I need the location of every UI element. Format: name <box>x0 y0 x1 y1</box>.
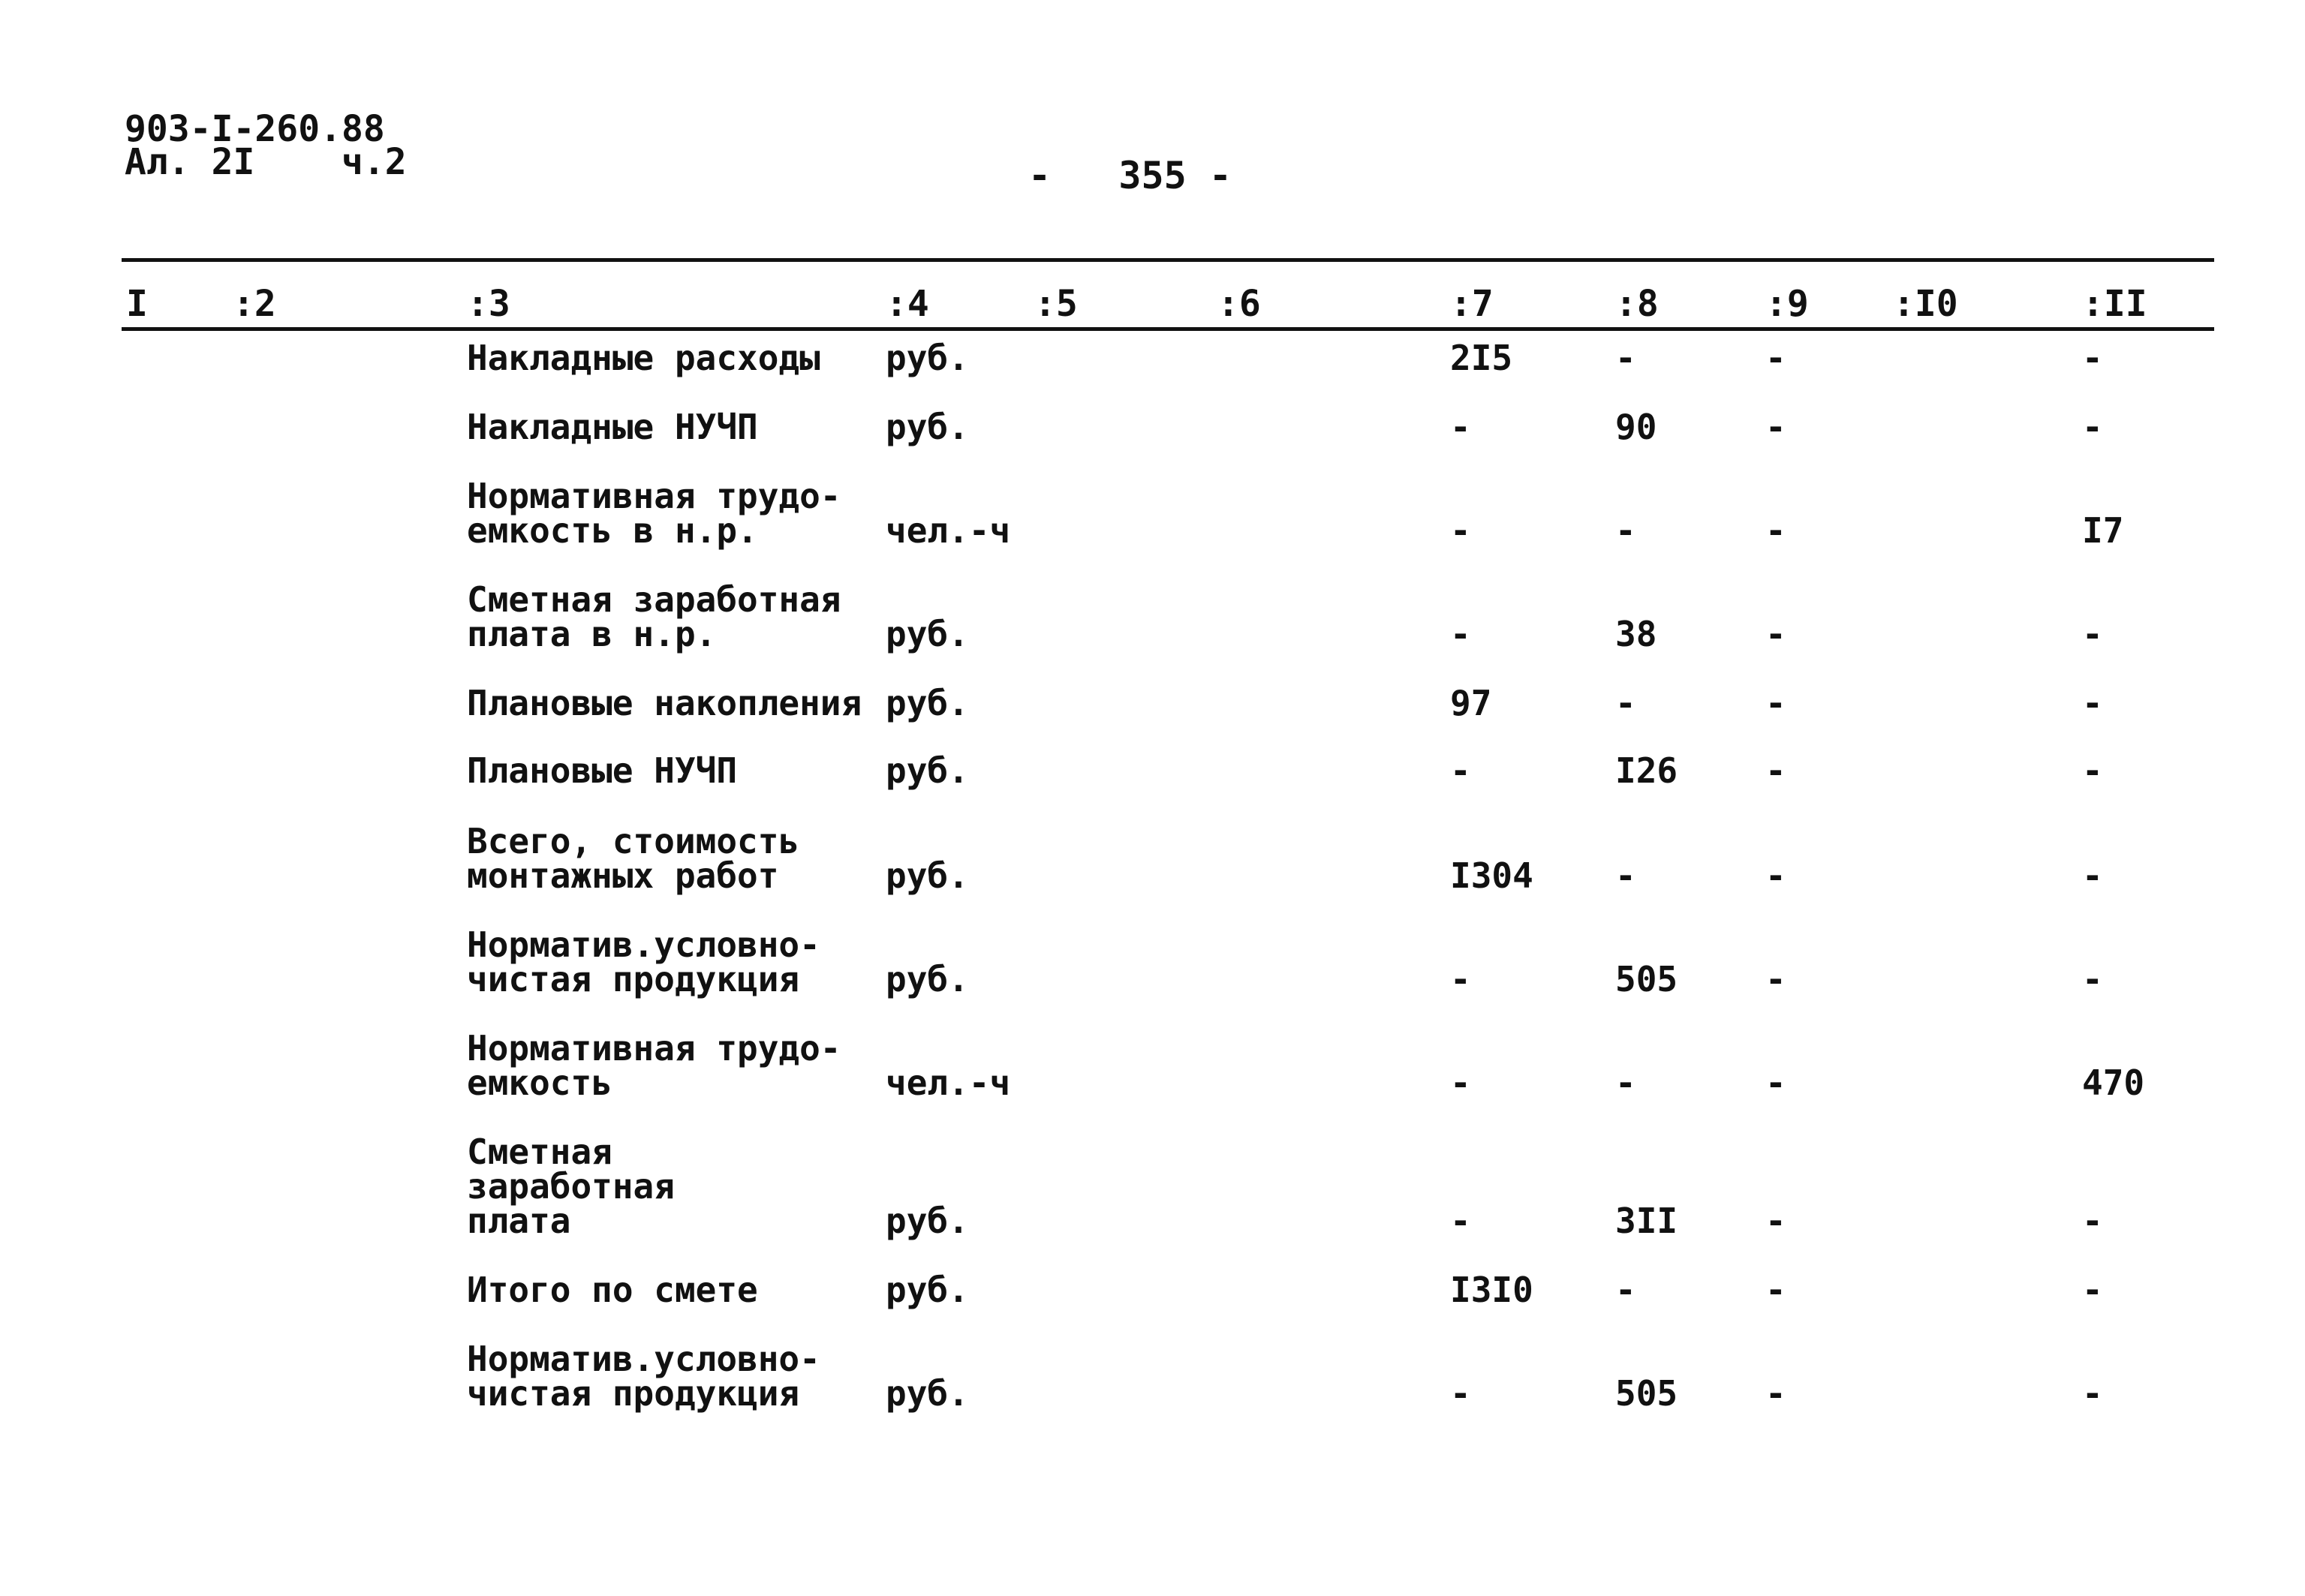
row-name-line: плата <box>467 1201 571 1241</box>
column-header-1: I <box>126 283 148 325</box>
row-unit: руб. <box>886 614 969 654</box>
column-header-4: :4 <box>886 283 929 325</box>
row-value-c8: I26 <box>1615 750 1678 791</box>
row-value-c9: - <box>1765 510 1786 551</box>
row-value-c7: I304 <box>1450 855 1533 896</box>
row-value-c11: - <box>2082 1270 2103 1310</box>
row-name-line: Нормативная трудо- <box>467 476 841 516</box>
row-value-c9: - <box>1765 1373 1786 1414</box>
row-value-c11: - <box>2082 614 2103 654</box>
row-name-line: чистая продукция <box>467 1373 800 1414</box>
column-header-5: :5 <box>1034 283 1078 325</box>
row-unit: руб. <box>886 1201 969 1241</box>
document-code <box>125 108 407 183</box>
row-name-line: плата в н.р. <box>467 614 717 654</box>
row-value-c8: - <box>1615 1270 1636 1310</box>
row-name-line: емкость <box>467 1062 612 1103</box>
row-value-c8: 505 <box>1615 1373 1678 1414</box>
row-name-line: Плановые накопления <box>467 683 862 723</box>
row-value-c9: - <box>1765 614 1786 654</box>
row-name-line: Плановые НУЧП <box>467 750 738 791</box>
column-header-7: :7 <box>1450 283 1494 325</box>
row-unit: чел.-ч <box>886 1062 1011 1103</box>
row-value-c11: - <box>2082 1201 2103 1241</box>
row-value-c9: - <box>1765 407 1786 447</box>
row-value-c7: I3I0 <box>1450 1270 1533 1310</box>
table-top-rule <box>122 258 2214 262</box>
row-unit: руб. <box>886 1373 969 1414</box>
row-value-c11: - <box>2082 959 2103 999</box>
row-value-c11: - <box>2082 683 2103 723</box>
row-name-line: Сметная <box>467 1132 612 1172</box>
row-name-line: чистая продукция <box>467 959 800 999</box>
row-name-line: Норматив.условно- <box>467 924 820 965</box>
row-value-c7: 2I5 <box>1450 338 1513 378</box>
row-name-line: Всего, стоимость <box>467 821 800 861</box>
row-value-c9: - <box>1765 855 1786 896</box>
row-value-c8: - <box>1615 855 1636 896</box>
row-name-line: Норматив.условно- <box>467 1339 820 1379</box>
row-name-line: емкость в н.р. <box>467 510 758 551</box>
row-value-c7: - <box>1450 407 1471 447</box>
row-unit: руб. <box>886 959 969 999</box>
row-unit: чел.-ч <box>886 510 1011 551</box>
row-name-line: Накладные НУЧП <box>467 407 758 447</box>
row-value-c11: - <box>2082 855 2103 896</box>
row-name-line: Сметная заработная <box>467 579 841 620</box>
row-value-c9: - <box>1765 959 1786 999</box>
column-header-2: :2 <box>233 283 276 325</box>
row-value-c7: - <box>1450 1062 1471 1103</box>
row-value-c8: - <box>1615 683 1636 723</box>
row-value-c8: 38 <box>1615 614 1657 654</box>
table-header-rule <box>122 327 2214 331</box>
row-value-c7: - <box>1450 614 1471 654</box>
row-value-c9: - <box>1765 1270 1786 1310</box>
row-name-line: заработная <box>467 1166 675 1207</box>
row-value-c11: - <box>2082 1373 2103 1414</box>
row-value-c11: - <box>2082 750 2103 791</box>
row-name-line: Накладные расходы <box>467 338 820 378</box>
row-value-c7: - <box>1450 510 1471 551</box>
row-name-line: Итого по смете <box>467 1270 758 1310</box>
row-name-line: Нормативная трудо- <box>467 1028 841 1069</box>
column-header-3: :3 <box>467 283 510 325</box>
row-value-c8: - <box>1615 1062 1636 1103</box>
row-unit: руб. <box>886 855 969 896</box>
row-unit: руб. <box>886 1270 969 1310</box>
row-value-c11: - <box>2082 407 2103 447</box>
row-unit: руб. <box>886 750 969 791</box>
row-value-c8: - <box>1615 510 1636 551</box>
page-number: - 355 - <box>1028 154 1232 197</box>
row-value-c7: - <box>1450 750 1471 791</box>
row-value-c9: - <box>1765 1201 1786 1241</box>
column-header-11: :II <box>2082 283 2147 325</box>
column-header-9: :9 <box>1765 283 1809 325</box>
row-value-c8: 90 <box>1615 407 1657 447</box>
row-name-line: монтажных работ <box>467 855 779 896</box>
row-value-c8: 3II <box>1615 1201 1678 1241</box>
document-code-line-1: 903-I-260.88 <box>125 108 385 150</box>
row-value-c7: - <box>1450 1373 1471 1414</box>
row-value-c11: - <box>2082 338 2103 378</box>
row-value-c11: I7 <box>2082 510 2124 551</box>
row-unit: руб. <box>886 407 969 447</box>
document-code-line-2: Ал. 2I ч.2 <box>125 141 407 183</box>
row-value-c9: - <box>1765 338 1786 378</box>
row-value-c8: 505 <box>1615 959 1678 999</box>
column-header-8: :8 <box>1615 283 1659 325</box>
row-value-c7: - <box>1450 1201 1471 1241</box>
row-value-c9: - <box>1765 683 1786 723</box>
column-header-10: :I0 <box>1893 283 1958 325</box>
row-value-c9: - <box>1765 1062 1786 1103</box>
row-value-c8: - <box>1615 338 1636 378</box>
row-unit: руб. <box>886 683 969 723</box>
row-value-c7: 97 <box>1450 683 1492 723</box>
row-value-c9: - <box>1765 750 1786 791</box>
row-value-c11: 470 <box>2082 1062 2145 1103</box>
row-value-c7: - <box>1450 959 1471 999</box>
column-header-6: :6 <box>1217 283 1261 325</box>
row-unit: руб. <box>886 338 969 378</box>
